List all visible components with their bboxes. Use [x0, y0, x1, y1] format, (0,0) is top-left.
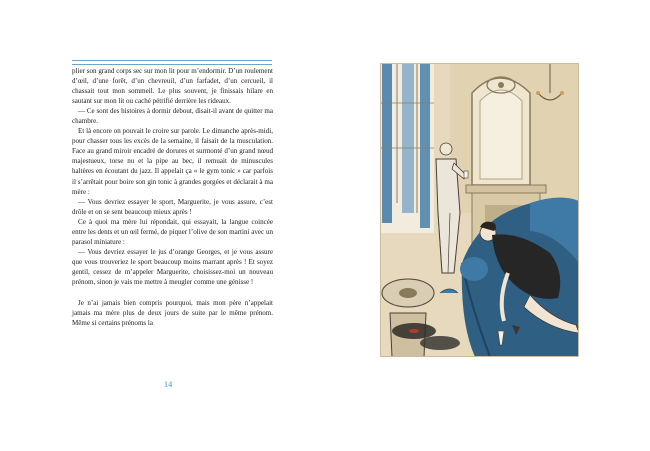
- text-column: [72, 66, 273, 328]
- paragraph: Et là encore on pouvait le croire sur parole. Le dimanche après-midi, pour chasser tous les excès de la semaine, il faisait de la musculation. Face au grand miroir encadré de dorures et surmonté d’un grand nœud majestueux, torse nu et la pipe au bec, il remuait de minuscules haltères en écoutant du jazz. Il appelait ça « le gym tonic » car parfois il s’arrêtait pour boire son gin tonic à grandes gorgées et déclarait à ma mère :: [72, 127, 273, 196]
- window: [380, 63, 434, 233]
- paragraph: — Vous devriez essayer le sport, Marguerite, je vous assure, c’est drôle et on se sent beaucoup mieux après !: [72, 197, 273, 216]
- paragraph: Je n’ai jamais bien compris pourquoi, mais mon père n’appelait jamais ma mère plus de deux jours de suite par le même prénom. Même si certains prénoms la: [72, 299, 273, 328]
- paragraph: — Vous devriez essayer le jus d’orange Georges, et je vous assure que vous trouveriez le sport beaucoup moins marrant après ! Et soyez gentil, cessez de m’appeler Marguerite, choisissez-moi un nouveau prénom, sinon je vais me mettre à meugler comme une génisse !: [72, 247, 273, 286]
- page-number: 14: [164, 380, 173, 389]
- top-rule: [72, 60, 272, 65]
- paragraph: — Ce sont des histoires à dormir debout, disait-il avant de quitter ma chambre.: [72, 107, 273, 126]
- paragraph: plier son grand corps sec sur mon lit pour m’endormir. D’un roulement d’œil, d’une forêt, d’un chevreuil, d’un farfadet, d’un cercueil, il chassait tout mon sommeil. Le plus souvent, je finissais hilare en sautant sur mon lit ou caché pétrifié derrière les rideaux.: [72, 67, 273, 106]
- paragraph: Ce à quoi ma mère lui répondait, qui essayait, la langue coincée entre les dents et un œil fermé, de piquer l’olive de son martini avec un parasol miniature :: [72, 217, 273, 246]
- illustration-drawing: [380, 63, 579, 357]
- illustration: [380, 63, 579, 357]
- mirror: [472, 77, 530, 185]
